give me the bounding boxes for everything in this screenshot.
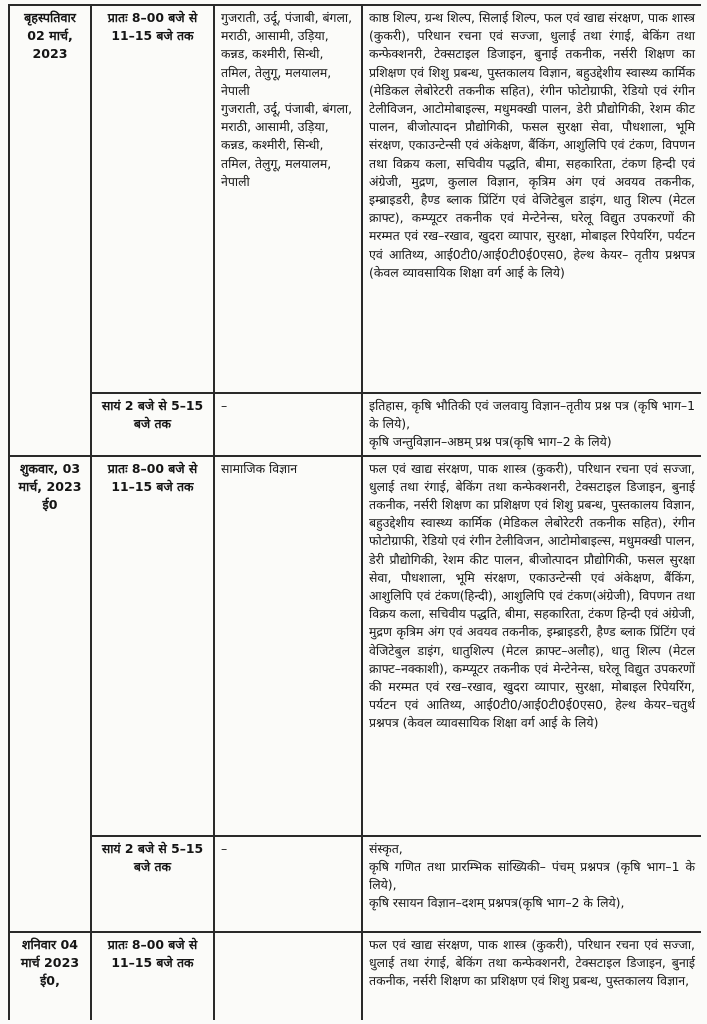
subject-line: गुजराती, उर्दू, पंजाबी, बंगला, मराठी, आसामी, उड़िया, कन्नड, कश्मीरी, सिन्धी, तमिल, तेलुगू, मलयालम, नेपाली: [221, 10, 353, 98]
subject-cell: [214, 5, 362, 393]
vocational-subjects-cell: [362, 836, 701, 932]
table-row: [9, 393, 701, 456]
vocational-text: इतिहास, कृषि भौतिकी एवं जलवायु विज्ञान–तृतीय प्रश्न पत्र (कृषि भाग–1 के लिये),: [369, 398, 695, 432]
session-time-cell: सायं 2 बजे से 5–15 बजे तक: [91, 836, 214, 932]
vocational-text: फल एवं खाद्य संरक्षण, पाक शास्त्र (कुकरी), परिधान रचना एवं सज्जा, धुलाई तथा रंगाई, बेकिंग तथा कन्फेक्शनरी, टेक्सटाइल डिजाइन, बुनाई तकनीक, नर्सरी शिक्षण का प्रशिक्षण एवं शिशु प्रबन्ध, पुस्तकालय विज्ञान,: [369, 936, 695, 989]
exam-day-cell: शुकवार, 03 मार्च, 2023 ई0: [9, 456, 91, 932]
subject-cell: –: [214, 836, 362, 932]
exam-day-cell: शनिवार 04 मार्च 2023 ई0,: [9, 932, 91, 1020]
table-row: [9, 456, 701, 836]
vocational-text: कृषि गणित तथा प्रारम्भिक सांख्यिकी– पंचम् प्रश्नपत्र (कृषि भाग–1 के लिये),: [369, 858, 695, 893]
vocational-subjects-cell: [362, 932, 701, 1020]
vocational-subjects-cell: [362, 5, 701, 393]
table-row: [9, 932, 701, 1020]
subject-cell: सामाजिक विज्ञान: [214, 456, 362, 836]
vocational-subjects-cell: [362, 456, 701, 836]
subject-line: गुजराती, उर्दू, पंजाबी, बंगला, मराठी, आसामी, उड़िया, कन्नड, कश्मीरी, सिन्धी, तमिल, तेलुगू, मलयालम, नेपाली: [221, 101, 353, 189]
vocational-text: कृषि रसायन विज्ञान–दशम् प्रश्नपत्र(कृषि भाग–2 के लिये),: [369, 895, 625, 911]
table-row: [9, 5, 701, 393]
vocational-text: संस्कृत,: [369, 840, 403, 856]
session-time-cell: प्रातः 8–00 बजे से 11–15 बजे तक: [91, 456, 214, 836]
exam-schedule-table: [8, 4, 701, 1020]
vocational-text: कृषि जन्तुविज्ञान–अष्ठम् प्रश्न पत्र(कृषि भाग–2 के लिये): [369, 434, 612, 450]
vocational-text: काष्ठ शिल्प, ग्रन्थ शिल्प, सिलाई शिल्प, फल एवं खाद्य संरक्षण, पाक शास्त्र (कुकरी), परिधान रचना एवं सज्जा, धुलाई तथा रंगाई, बेकिंग तथा कन्फेक्शनरी, टेक्सटाइल डिजाइन, बुनाई तकनीक, नर्सरी शिक्षण का प्रशिक्षण एवं शिशु प्रबन्ध, पुस्तकालय विज्ञान, बहुउद्देशीय स्वास्थ्य कार्मिक (मेडिकल लेबोरेटरी तकनीक सहित), रंगीन फोटोग्राफी, रेडियो एवं रंगीन टेलीविजन, आटोमोबाइल्स, मधुमक्खी पालन, डेरी प्रौद्योगिकी, रेशम कीट पालन, बीजोत्पादन प्रौद्योगिकी, फसल सुरक्षा सेवा, पौधशाला, भूमि संरक्षण, एकाउन्टेन्सी एवं अंकेक्षण, बैंकिंग, आशुलिपि एवं टंकण, विपणन तथा विक्रय कला, सचिवीय पद्धति, बीमा, सहकारिता, टंकण हिन्दी एवं अंग्रेजी, मुद्रण, कुलाल विज्ञान, कृत्रिम अंग एवं अवयव तकनीक, इम्ब्राइडरी, हैण्ड ब्लाक प्रिंटिंग एवं वेजिटेबुल डाइंग, धातु शिल्प (मेटल क्राफ्ट), कम्प्यूटर तकनीक एवं मेन्टेनेन्स, घरेलू विद्युत उपकरणों की मरम्मत एवं रख–रखाव, खुदरा व्यापार, सुरक्षा, मोबाइल रिपेयरिंग, पर्यटन एवं आतिथ्य, आई0टी0/आई0टी0ई0एस0, हेल्थ केयर– तृतीय प्रश्नपत्र (केवल व्यावसायिक शिक्षा वर्ग आई के लिये): [369, 10, 695, 280]
vocational-text: फल एवं खाद्य संरक्षण, पाक शास्त्र (कुकरी), परिधान रचना एवं सज्जा, धुलाई तथा रंगाई, बेकिंग तथा कन्फेक्शनरी, टेक्सटाइल डिजाइन, बुनाई तकनीक, नर्सरी शिक्षण का प्रशिक्षण एवं शिशु प्रबन्ध, पुस्तकालय विज्ञान, बहुउद्देशीय स्वास्थ्य कार्मिक (मेडिकल लेबोरेटरी तकनीक सहित), रंगीन फोटोग्राफी, रेडियो एवं रंगीन टेलीविजन, आटोमोबाइल्स, मधुमक्खी पालन, डेरी प्रौद्योगिकी, रेशम कीट पालन, बीजोत्पादन प्रौद्योगिकी, फसल सुरक्षा सेवा, पौधशाला, भूमि संरक्षण, एकाउन्टेन्सी एवं अंकेक्षण, बैंकिंग, आशुलिपि एवं टंकण(हिन्दी), आशुलिपि एवं टंकण(अंग्रेजी), विपणन तथा विक्रय कला, सचिवीय पद्धति, बीमा, सहकारिता, टंकण हिन्दी एवं अंग्रेजी, मुद्रण कृत्रिम अंग एवं अवयव तकनीक, इम्ब्राइडरी, हैण्ड ब्लाक प्रिंटिंग एवं वेजिटेबुल डाइंग, धातुशिल्प (मेटल क्राफ्ट–अलौह), धातु शिल्प (मेटल क्राफ्ट–नक्काशी), कम्प्यूटर तकनीक एवं मेन्टेनेन्स, घरेलू विद्युत उपकरणों की मरम्मत एवं रख–रखाव, खुदरा व्यापार, सुरक्षा, मोबाइल रिपेयरिंग, पर्यटन एवं आतिथ्य, आई0टी0/आई0टी0ई0एस0, हेल्थ केयर–चतुर्थ प्रश्नपत्र (केवल व्यावसायिक शिक्षा वर्ग आई के लिये): [369, 460, 695, 731]
session-time-cell: प्रातः 8–00 बजे से 11–15 बजे तक: [91, 5, 214, 393]
exam-schedule-page: [8, 4, 701, 1020]
subject-cell: [214, 932, 362, 1020]
session-time-cell: प्रातः 8–00 बजे से 11–15 बजे तक: [91, 932, 214, 1020]
table-row: [9, 836, 701, 932]
session-time-cell: सायं 2 बजे से 5–15 बजे तक: [91, 393, 214, 456]
exam-day-cell: बृहस्पतिवार 02 मार्च, 2023: [9, 5, 91, 456]
subject-cell: –: [214, 393, 362, 456]
vocational-subjects-cell: [362, 393, 701, 456]
